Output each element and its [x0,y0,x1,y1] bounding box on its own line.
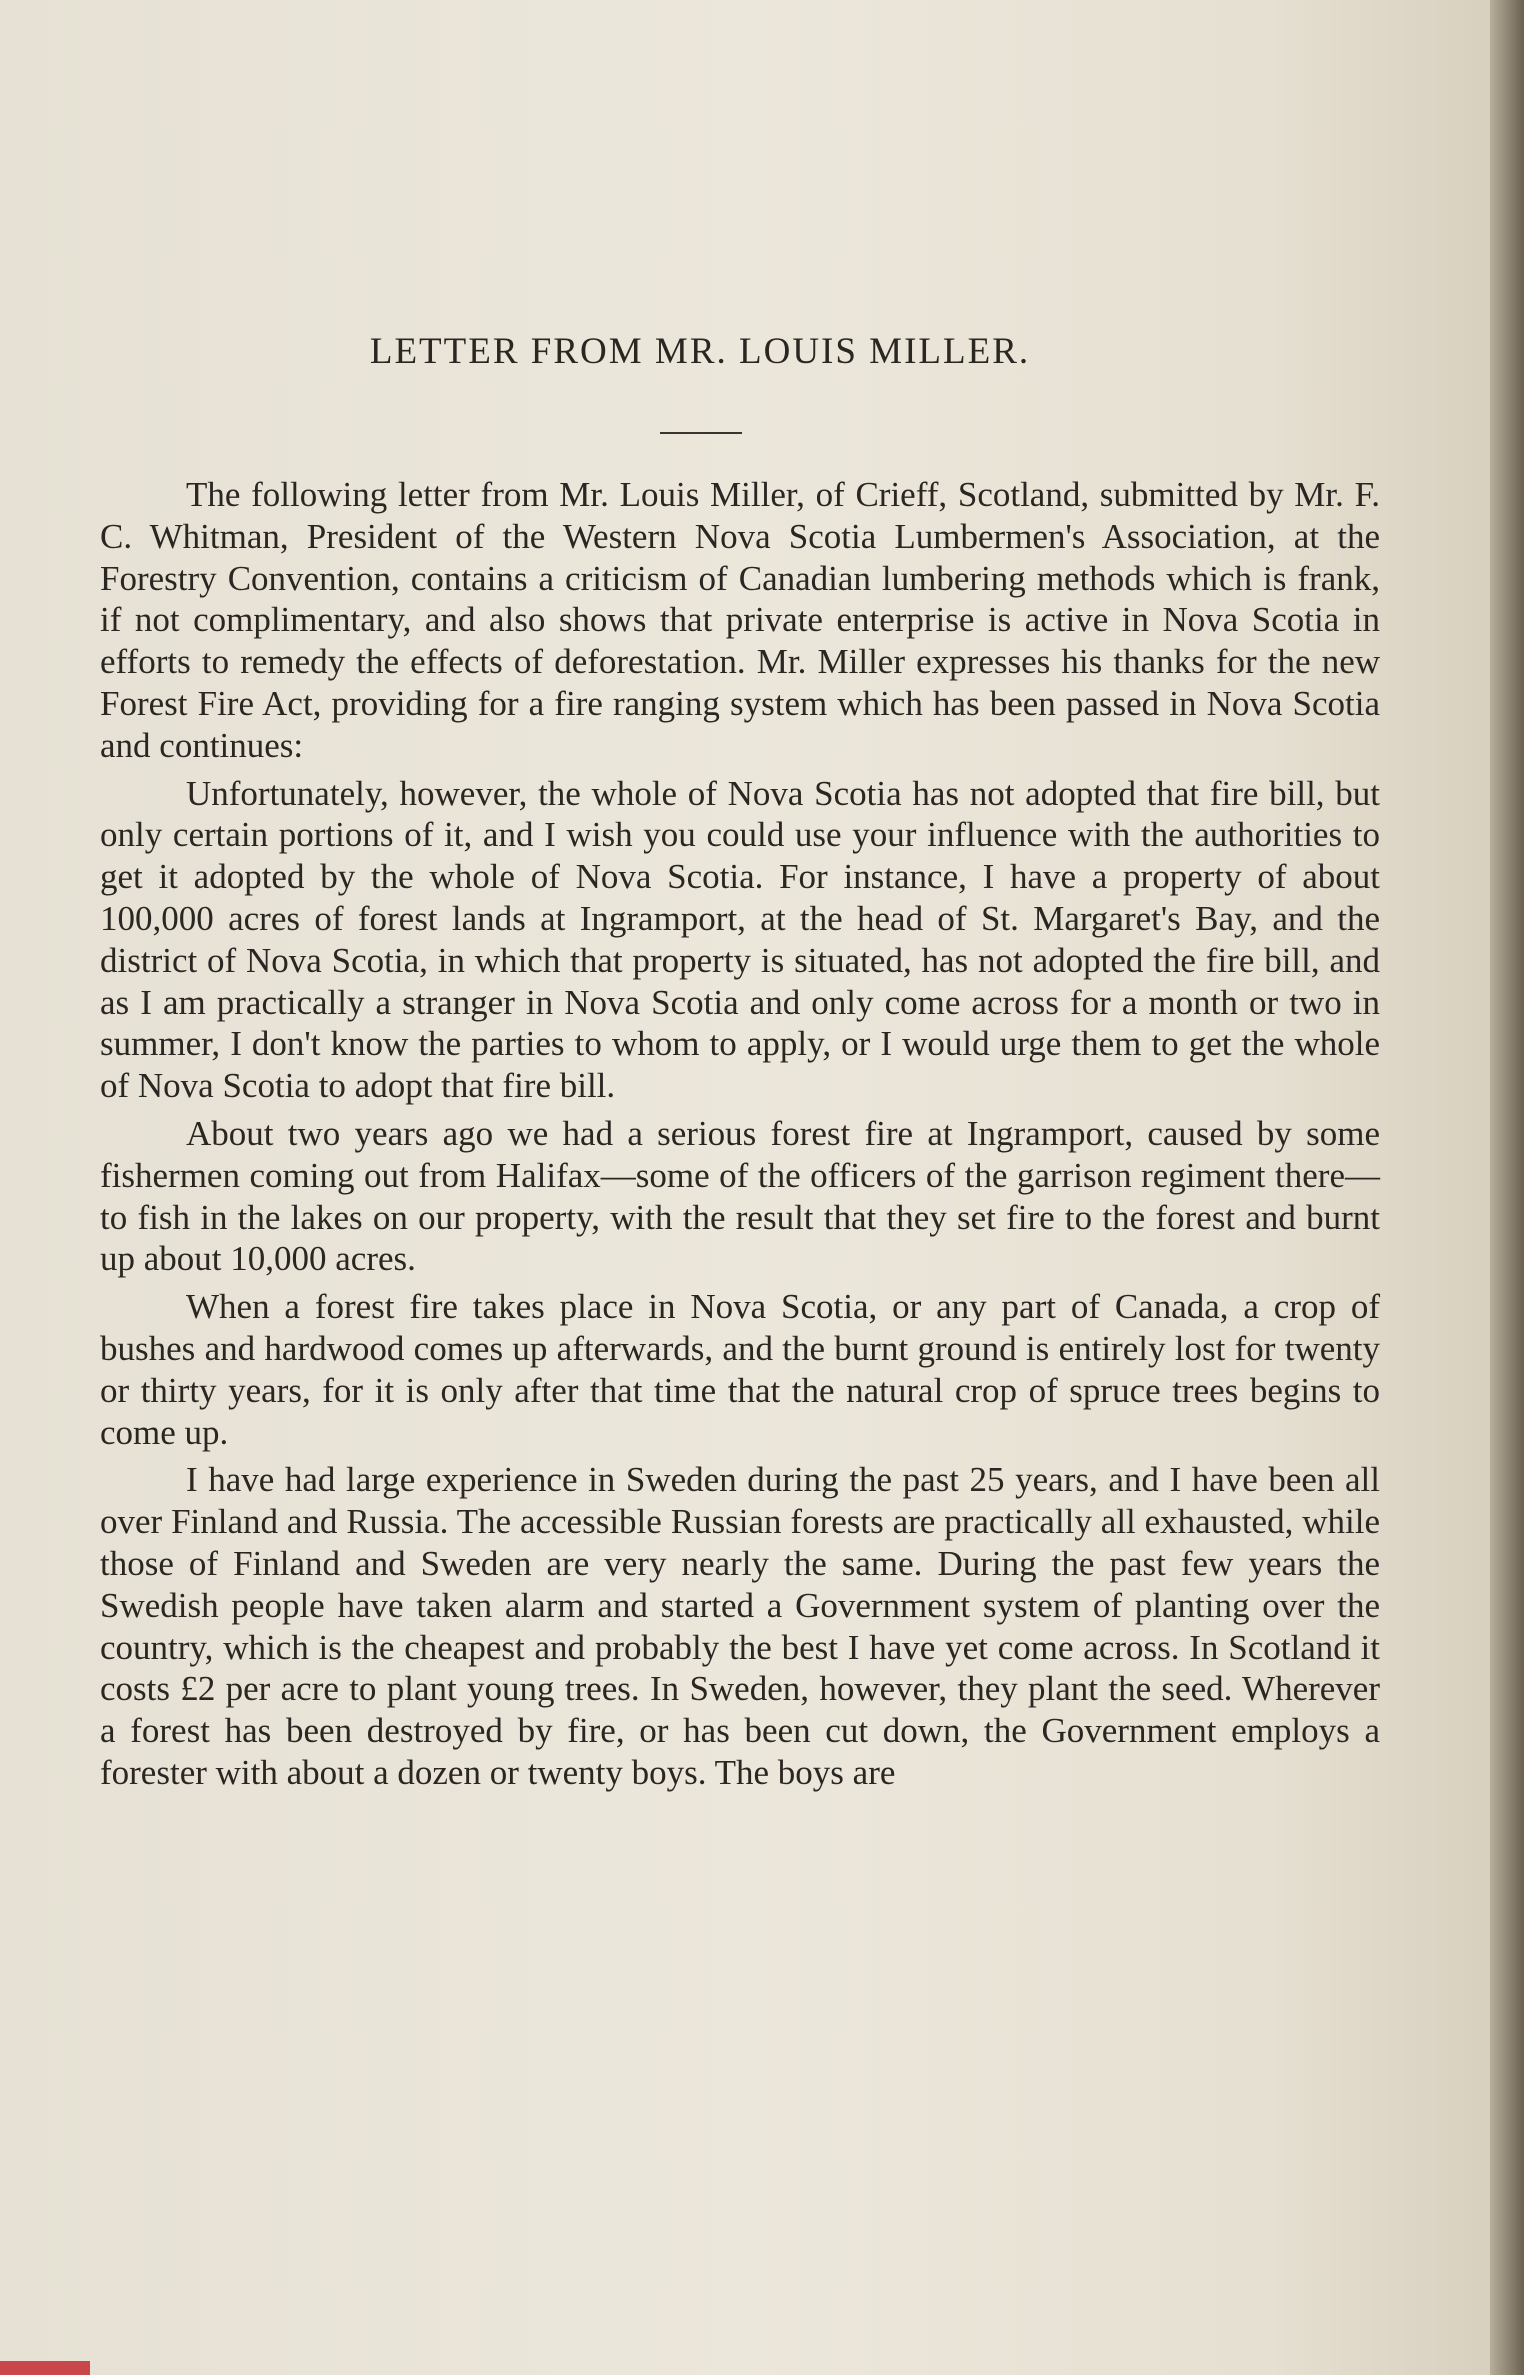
paragraph: About two years ago we had a serious forest fire at Ingramport, caused by some fishermen coming out from Halifax—some of the officers of the garrison regiment there—to fish in the lakes on our property, with the result that they set fire to the forest and burnt up about 10,000 acres. [100,1113,1380,1279]
page-title: LETTER FROM MR. LOUIS MILLER. [369,331,1031,372]
paragraph: Unfortunately, however, the whole of Nova Scotia has not adopted that fire bill, but only certain portions of it, and I wish you could use your influence with the authorities to get it adopted by the whole of Nova Scotia. For instance, I have a property of about 100,000 acres of forest lands at Ingramport, at the head of St. Margaret's Bay, and the district of Nova Scotia, in which that property is situated, has not adopted the fire bill, and as I am practically a stranger in Nova Scotia and only come across for a month or two in summer, I don't know the parties to whom to apply, or I would urge them to get the whole of Nova Scotia to adopt that fire bill. [100,773,1380,1106]
title-divider [660,432,742,434]
page-edge-shadow [1490,0,1524,2375]
paragraph: I have had large experience in Sweden during the past 25 years, and I have been all over Finland and Russia. The accessible Russian forests are practically all exhausted, while those of Finland and Sweden are very nearly the same. During the past few years the Swedish people have taken alarm and started a Government system of planting over the country, which is the cheapest and probably the best I have yet come across. In Scotland it costs £2 per acre to plant young trees. In Sweden, however, they plant the seed. Wherever a forest has been destroyed by fire, or has been cut down, the Government employs a forester with about a dozen or twenty boys. The boys are [100,1460,1380,1792]
letter-body [100,474,1380,1800]
paragraph: The following letter from Mr. Louis Miller, of Crieff, Scotland, submitted by Mr. F. C. Whitman, President of the Western Nova Scotia Lumbermen's Association, at the Forestry Convention, contains a criticism of Canadian lumbering methods which is frank, if not complimentary, and also shows that private enterprise is active in Nova Scotia in efforts to remedy the effects of deforestation. Mr. Miller expresses his thanks for the new Forest Fire Act, providing for a fire ranging system which has been passed in Nova Scotia and continues: [100,475,1380,765]
paragraph: When a forest fire takes place in Nova Scotia, or any part of Canada, a crop of bushes and hardwood comes up afterwards, and the burnt ground is entirely lost for twenty or thirty years, for it is only after that time that the natural crop of spruce trees begins to come up. [100,1287,1380,1452]
corner-mark [0,2361,90,2375]
